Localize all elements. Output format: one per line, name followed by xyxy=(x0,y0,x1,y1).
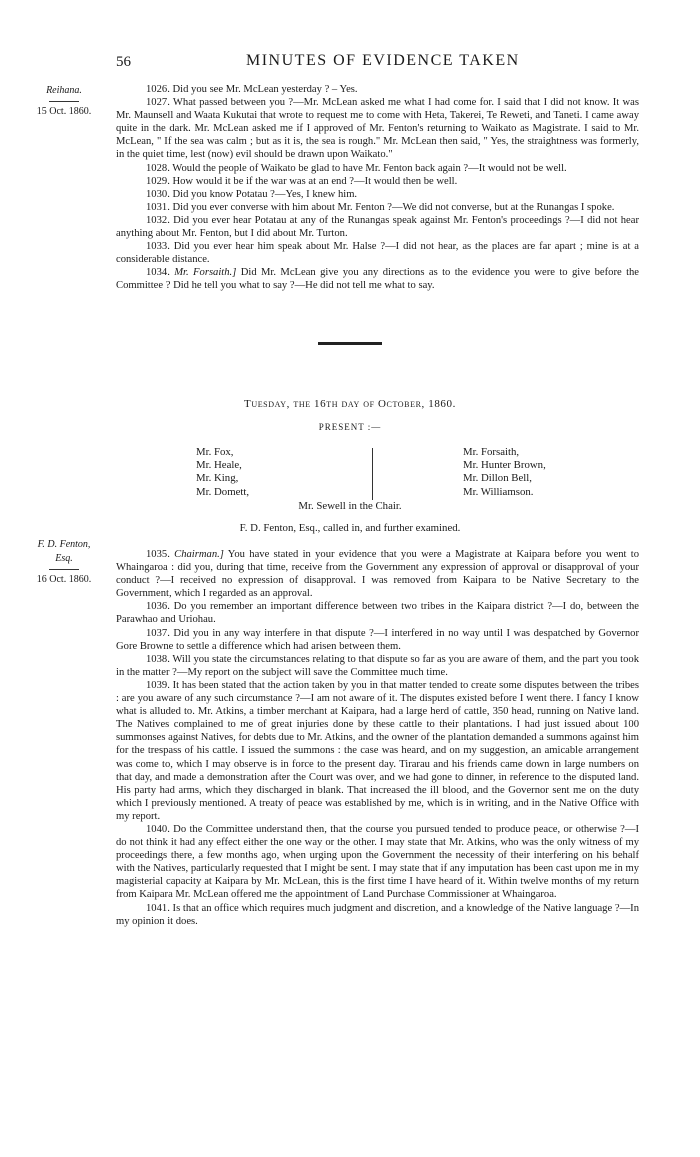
question-number: 1034. xyxy=(146,267,175,279)
member: Mr. Domett, xyxy=(196,485,250,498)
question-1026: 1026. Did you see Mr. McLean yesterday ? – Yes. xyxy=(146,84,358,95)
member: Mr. Forsaith, xyxy=(463,446,520,458)
question-text: You have stated in your evidence that you were a Magistrate at Kaipara before you went to Whaingaroa : did you, during that time, receive from the Government any expression of approval or disapproval of your conduct ?—I received no expression of disapproval. I was removed from Kaipara to be Native Secretary to the Government, which I regarded as an approval. xyxy=(116,549,640,600)
question-1031: 1031. Did you ever converse with him about Mr. Fenton ?—We did not converse, but at the Runangas I spoke. xyxy=(146,201,615,213)
present-label: PRESENT :— xyxy=(318,422,382,432)
question-1029: 1029. How would it be if the war was at an end ?—It would then be well. xyxy=(146,175,458,187)
witness-line: F. D. Fenton, Esq., called in, and further examined. xyxy=(239,522,461,534)
question-1039: 1039. It has been stated that the action taken by you in that matter tended to create some disputes between the tribes : are you aware of any such circumstance ?—I am not aware of it. The disputes existed before I went there. I fancy I know what is alluded to. Mr. Atkins, a timber merchant at Kaipara, had a large herd of cattle, 350 head, running on Native land. The Natives complained to me of great injuries done by these cattle to their plantations. I had just issued about 100 summonses against Natives, for debts due to Mr. Atkins, and the owner of the plantation demanded a summons against him for the trespass of his cattle. I issued the summons : the case was heard, and on my suggestion, an amicable arrangement was come to, which I may observe is in force to the present day. Tirarau and his friends came down in large numbers on that day, and made a demonstration after the Court was over, and we had gone to dinner, in reference to the disputed land. His party had arms, which they discharged in blank. That increased the ill blood, and the Governor sent me on the duty which I previously mentioned. A treaty of peace was established by me, which is in writing, and in the Native Office with my report. xyxy=(116,679,639,822)
margin-rule xyxy=(49,569,79,570)
speaker-label: Mr. Forsaith.] xyxy=(174,267,237,279)
speaker-label: Chairman.] xyxy=(174,549,224,560)
question-1038: 1038. Will you state the circumstances relating to that dispute so far as you are aware of them, and the part you took in the matter ?—My report on the subject will save the Committee much time. xyxy=(116,653,639,678)
member: Mr. Dillon Bell, xyxy=(463,472,532,485)
question-1037: 1037. Did you in any way interfere in that dispute ?—I interfered in no way until I was despatched by Governor Gore Browne to settle a difference which had arisen between them. xyxy=(116,627,639,652)
section-separator xyxy=(318,342,382,345)
member: Mr. Heale, xyxy=(196,459,242,472)
question-text: Did Mr. McLean give you any directions as to the evidence you were to give before the Committee ? Did he tell you what to say ?—He did not tell me what to say. xyxy=(116,267,640,292)
members-divider xyxy=(372,448,373,500)
page-number: 56 xyxy=(116,54,131,70)
question-1033: 1033. Did you ever hear him speak about Mr. Halse ?—I did not hear, as the places are far apart ; mine is at a considerable distance. xyxy=(116,241,639,266)
question-1041: 1041. Is that an office which requires much judgment and discretion, and a knowledge of the Native language ?—In my opinion it does. xyxy=(116,902,639,927)
question-1032: 1032. Did you ever hear Potatau at any of the Runangas speak against Mr. Fenton's proceedings ?—I did not hear anything about Mr. Fenton, but I did about Mr. Turton. xyxy=(116,214,639,240)
member: Mr. Williamson. xyxy=(463,485,534,498)
question-1027: 1027. What passed between you ?—Mr. McLean asked me what I had come for. I said that I did not know. It was Mr. Maunsell and Waata Kukutai that wrote to request me to come with Heta, Takerei, Te Reweti, and Taneti. I came away quite in the dark. Mr. McLean asked me if I approved of Mr. Fenton's returning to Waikato as Magistrate. I said to Mr. McLean, " If the sea was calm ; but as it is, the sea is rough." Mr. McLean then said, " Yes, the straightness was formerly, in the quiet time, lest (now) evil should be drawn upon Waikato." xyxy=(116,97,639,161)
member: Mr. Fox, xyxy=(196,446,234,458)
question-1028: 1028. Would the people of Waikato be glad to have Mr. Fenton back again ?—It would not be well. xyxy=(146,162,567,174)
margin-note-fenton xyxy=(28,538,100,587)
question-1036: 1036. Do you remember an important difference between two tribes in the Kaipara district ?—I do, between the Parawhao and Uriohau. xyxy=(116,601,639,626)
evidence-block-1 xyxy=(116,83,639,293)
margin-date: 16 Oct. 1860. xyxy=(36,574,92,585)
member: Mr. King, xyxy=(196,472,239,485)
evidence-block-2 xyxy=(116,548,639,928)
session-heading: Tuesday, the 16th day of October, 1860. xyxy=(244,398,456,410)
question-1035 xyxy=(116,548,639,600)
margin-name: F. D. Fenton, Esq. xyxy=(37,539,91,564)
margin-name: Reihana. xyxy=(46,85,82,96)
members-left xyxy=(196,446,249,499)
chair-line: Mr. Sewell in the Chair. xyxy=(298,500,402,512)
members-right xyxy=(463,446,546,499)
question-1040: 1040. Do the Committee understand then, that the course you pursued tended to produce peace, or otherwise ?—I do not think it had any effect either the one way or the other. I may state that Mr. Atkins, who was the only witness of my proceedings there, a few months ago, when urging upon the Government the necessity of their interfering on his behalf with the Natives, particularly requested that I might be sent. I may state that if any imputation has been cast upon me in my magisterial capacity at Kaipara by Mr. McLean, this is the first time I have heard of it. Within twelve months of my return from Kaipara Mr. McLean offered me the appointment of Land Purchase Commissioner at Whaingaroa. xyxy=(116,823,639,901)
question-1030: 1030. Did you know Potatau ?—Yes, I knew him. xyxy=(146,188,358,200)
margin-note-reihana xyxy=(28,84,100,119)
margin-rule xyxy=(49,101,79,102)
member: Mr. Hunter Brown, xyxy=(463,459,546,472)
question-1034 xyxy=(116,266,639,292)
margin-date: 15 Oct. 1860. xyxy=(36,106,92,117)
page-title: MINUTES OF EVIDENCE TAKEN xyxy=(246,52,520,69)
question-number: 1035. xyxy=(146,549,175,560)
